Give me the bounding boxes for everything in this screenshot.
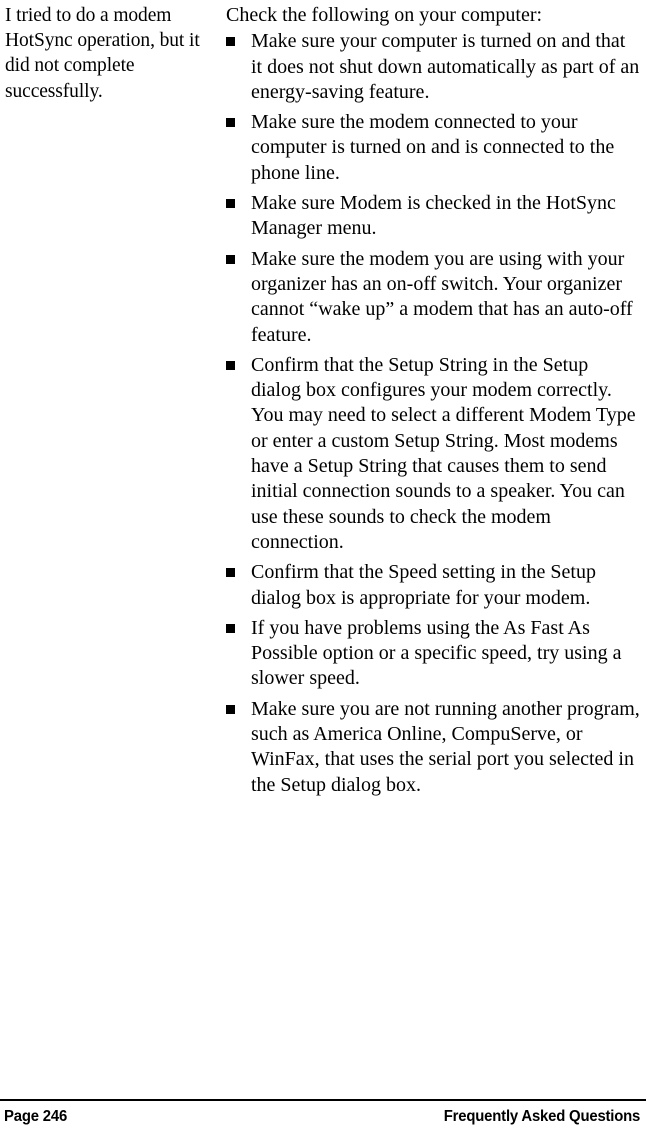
list-item	[226, 191, 641, 242]
square-bullet-icon	[226, 568, 235, 577]
footer-divider	[0, 1099, 646, 1101]
square-bullet-icon	[226, 705, 235, 714]
list-item-text: Confirm that the Setup String in the Setup dialog box configures your modem correctly. You may need to select a different Modem Type or enter a custom Setup String. Most modems have a Setup String that causes them to send initial connection sounds to a speaker. You can use these sounds to check the modem connection.	[251, 353, 636, 553]
list-item-text: Make sure you are not running another program, such as America Online, CompuServe, or WinFax, that uses the serial port you selected in the Setup dialog box.	[251, 697, 640, 796]
list-item-text: Make sure Modem is checked in the HotSync Manager menu.	[251, 192, 616, 240]
list-item	[226, 247, 641, 348]
list-item	[226, 29, 641, 105]
list-item	[226, 616, 641, 692]
footer-section-title: Frequently Asked Questions	[443, 1108, 640, 1125]
list-item	[226, 560, 641, 611]
footer-page-number: Page 246	[4, 1108, 68, 1125]
faq-answer-bullet-list	[226, 29, 641, 798]
faq-answer-intro: Check the following on your computer:	[226, 4, 543, 26]
list-item-text: Confirm that the Speed setting in the Setup dialog box is appropriate for your modem.	[251, 561, 596, 609]
square-bullet-icon	[226, 199, 235, 208]
faq-answer-column	[226, 3, 641, 798]
list-item-text: Make sure your computer is turned on and that it does not shut down automatically as part of an energy-saving feature.	[251, 30, 640, 103]
list-item	[226, 353, 641, 555]
faq-question-column	[5, 3, 210, 104]
square-bullet-icon	[226, 118, 235, 127]
list-item-text: Make sure the modem connected to your computer is turned on and is connected to the phone line.	[251, 111, 615, 184]
list-item-text: If you have problems using the As Fast As Possible option or a specific speed, try using a slower speed.	[251, 616, 622, 690]
list-item	[226, 110, 641, 186]
square-bullet-icon	[226, 624, 235, 633]
list-item-text: Make sure the modem you are using with your organizer has an on-off switch. Your organizer cannot “wake up” a modem that has an auto-off feature.	[251, 247, 633, 346]
square-bullet-icon	[226, 361, 235, 370]
faq-question-text: I tried to do a modem HotSync operation, but it did not complete successfully.	[5, 5, 200, 102]
square-bullet-icon	[226, 255, 235, 264]
page-footer	[0, 1099, 646, 1128]
list-item	[226, 697, 641, 798]
square-bullet-icon	[226, 37, 235, 46]
